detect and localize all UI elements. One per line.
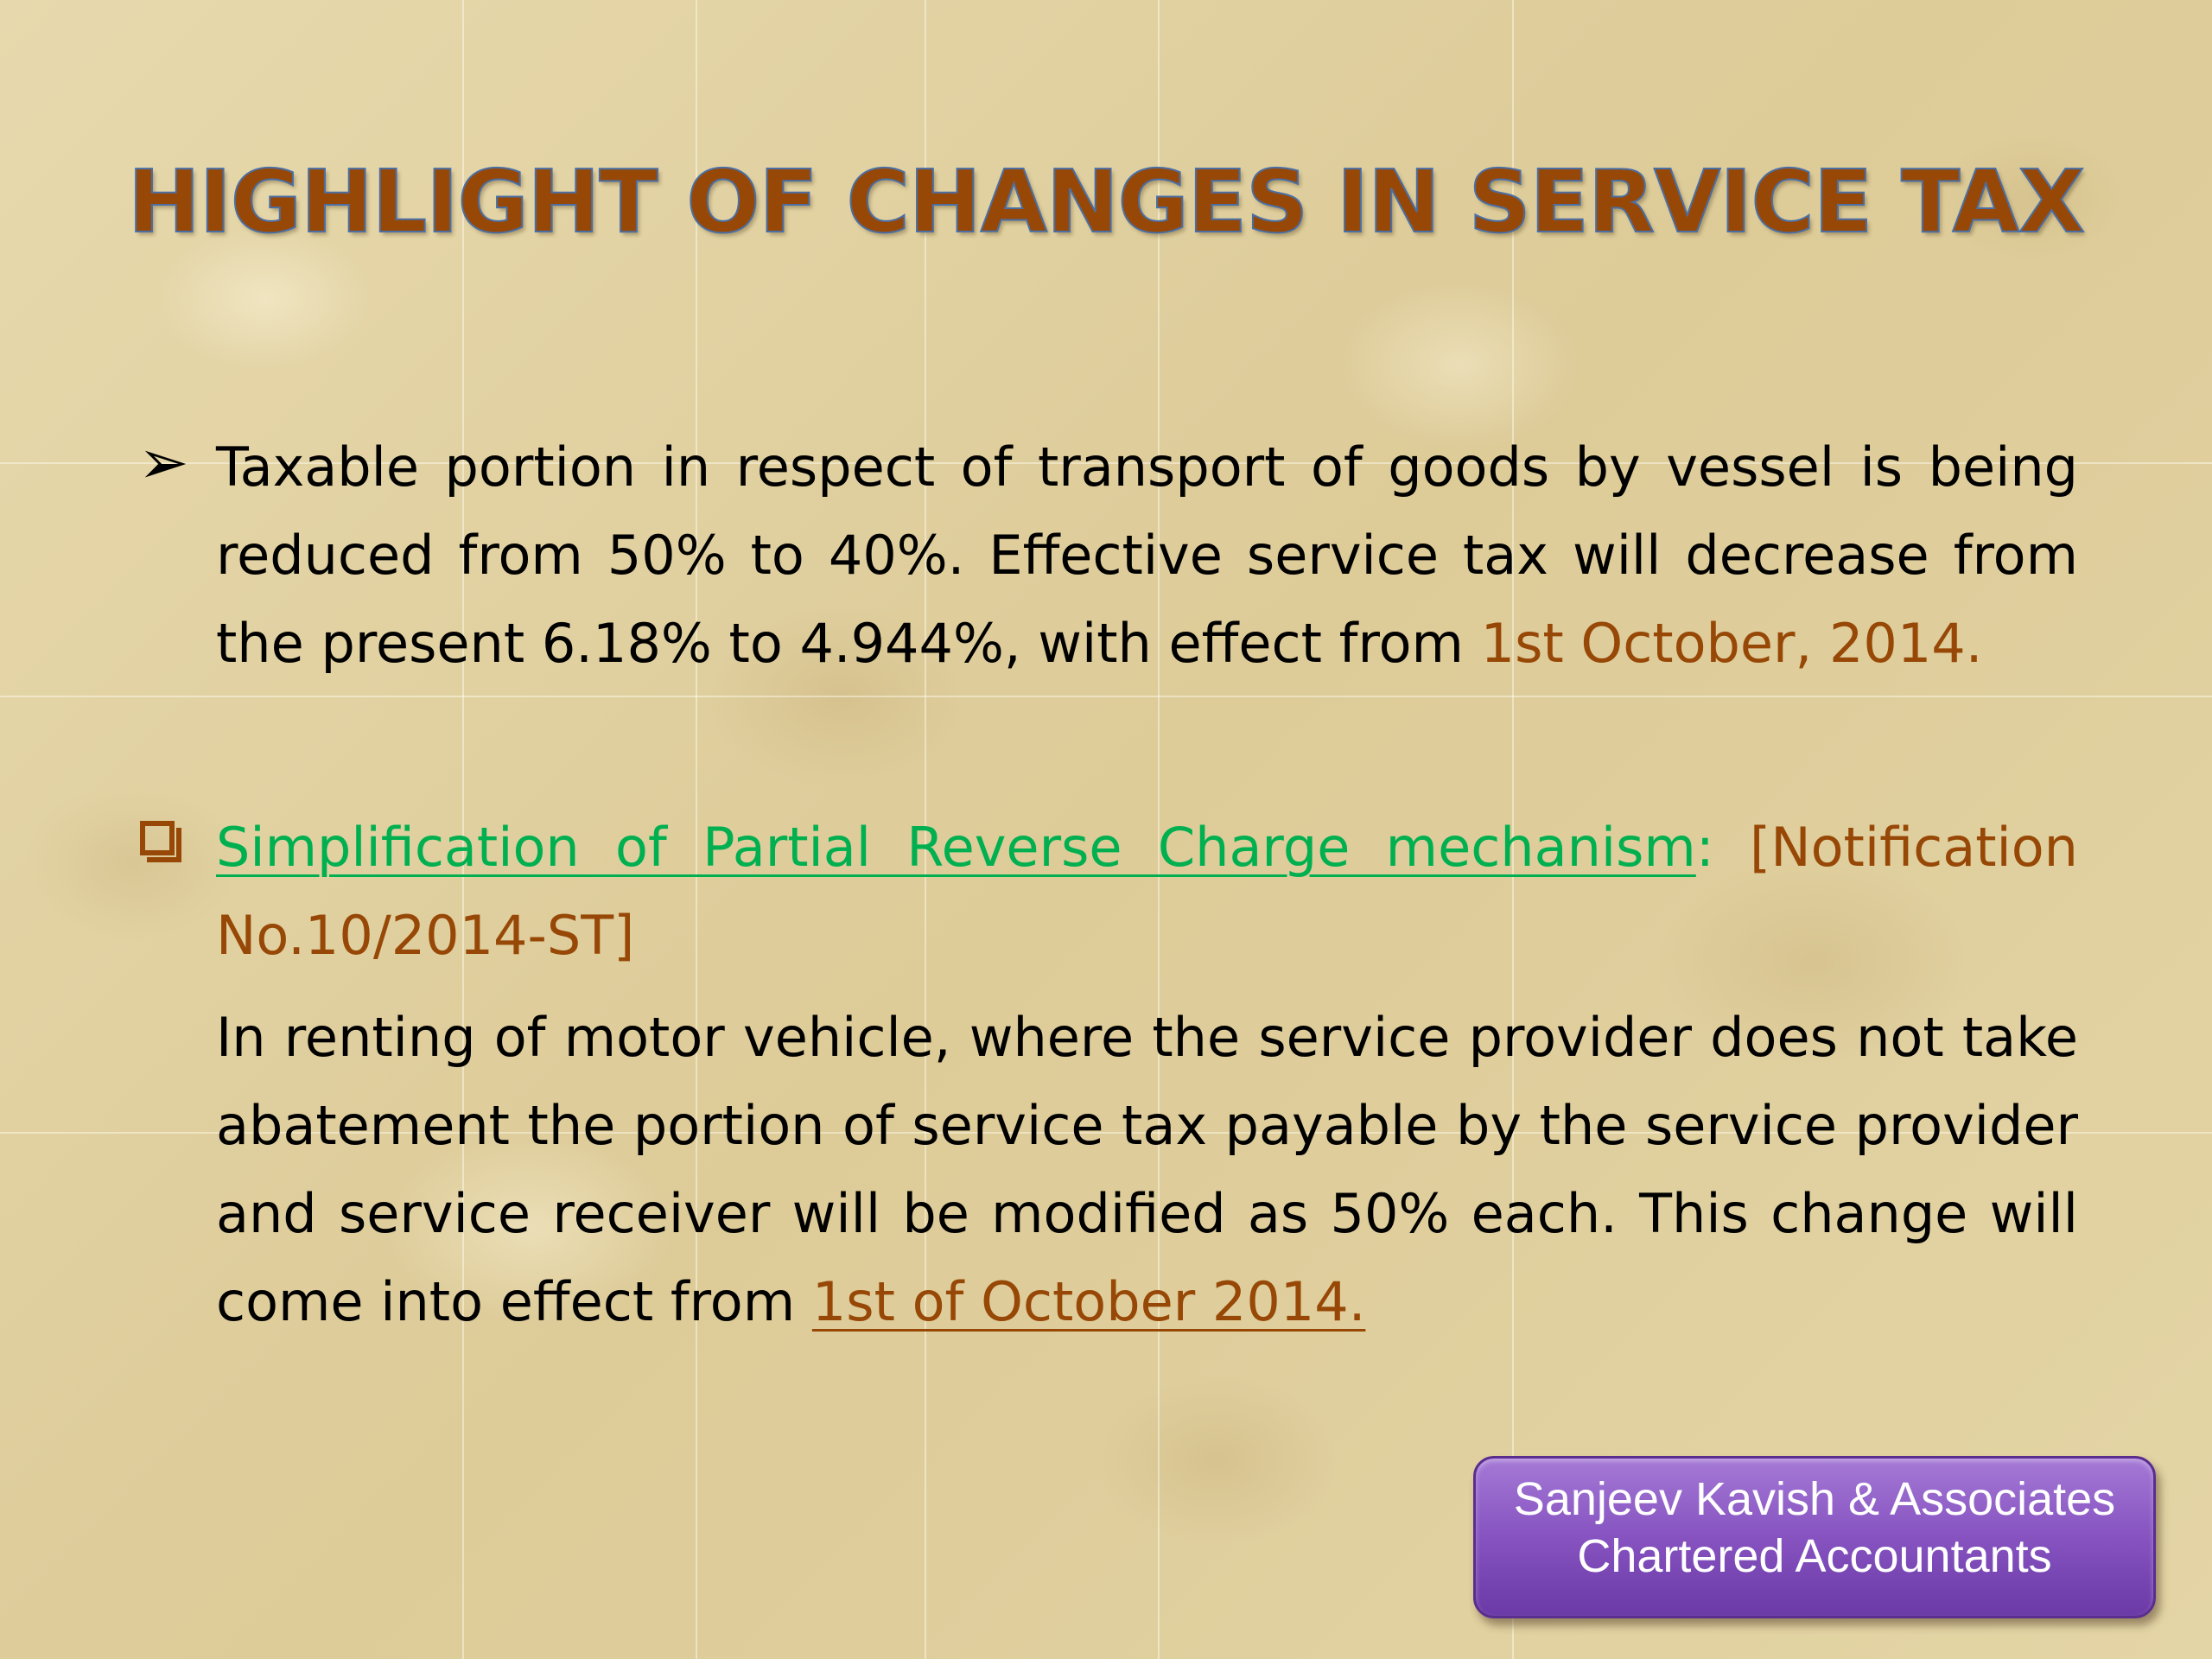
motor-vehicle-text: In renting of motor vehicle, where the service provider does not take abatement the portion of service tax payable by the service provider and service receiver will be modified as 50% each. This change will come into effect from: [216, 1006, 2078, 1333]
vessel-text: Taxable portion in respect of transport of goods by vessel is being reduced from 50% to 40%. Effective service tax will decrease from the present 6.18% to 4.944%, with effect from: [216, 435, 2078, 675]
bullet-paragraph-vessel: [216, 423, 2078, 688]
arrowhead-bullet-icon: ➢: [138, 427, 189, 498]
slide-title: HIGHLIGHT OF CHANGES IN SERVICE TAX: [127, 151, 2085, 252]
bullet-heading-reverse-charge: [216, 804, 2078, 980]
notification-reference: [Notification No.10/2014-ST]: [216, 816, 2078, 967]
firm-designation: Chartered Accountants: [1577, 1530, 2052, 1582]
vessel-effective-date: 1st October, 2014.: [1480, 612, 1983, 675]
firm-name-badge: [1473, 1456, 2156, 1618]
motor-vehicle-effective-date-link[interactable]: 1st of October 2014.: [811, 1270, 1366, 1333]
firm-name: Sanjeev Kavish & Associates: [1513, 1473, 2116, 1525]
reverse-charge-heading-link[interactable]: Simplification of Partial Reverse Charge mechanism: [216, 816, 1696, 879]
bullet-paragraph-motor-vehicle: [216, 994, 2078, 1346]
heading-colon: :: [1695, 816, 1714, 879]
checkbox-bullet-icon: [140, 821, 181, 862]
tile-seam: [0, 696, 2212, 697]
